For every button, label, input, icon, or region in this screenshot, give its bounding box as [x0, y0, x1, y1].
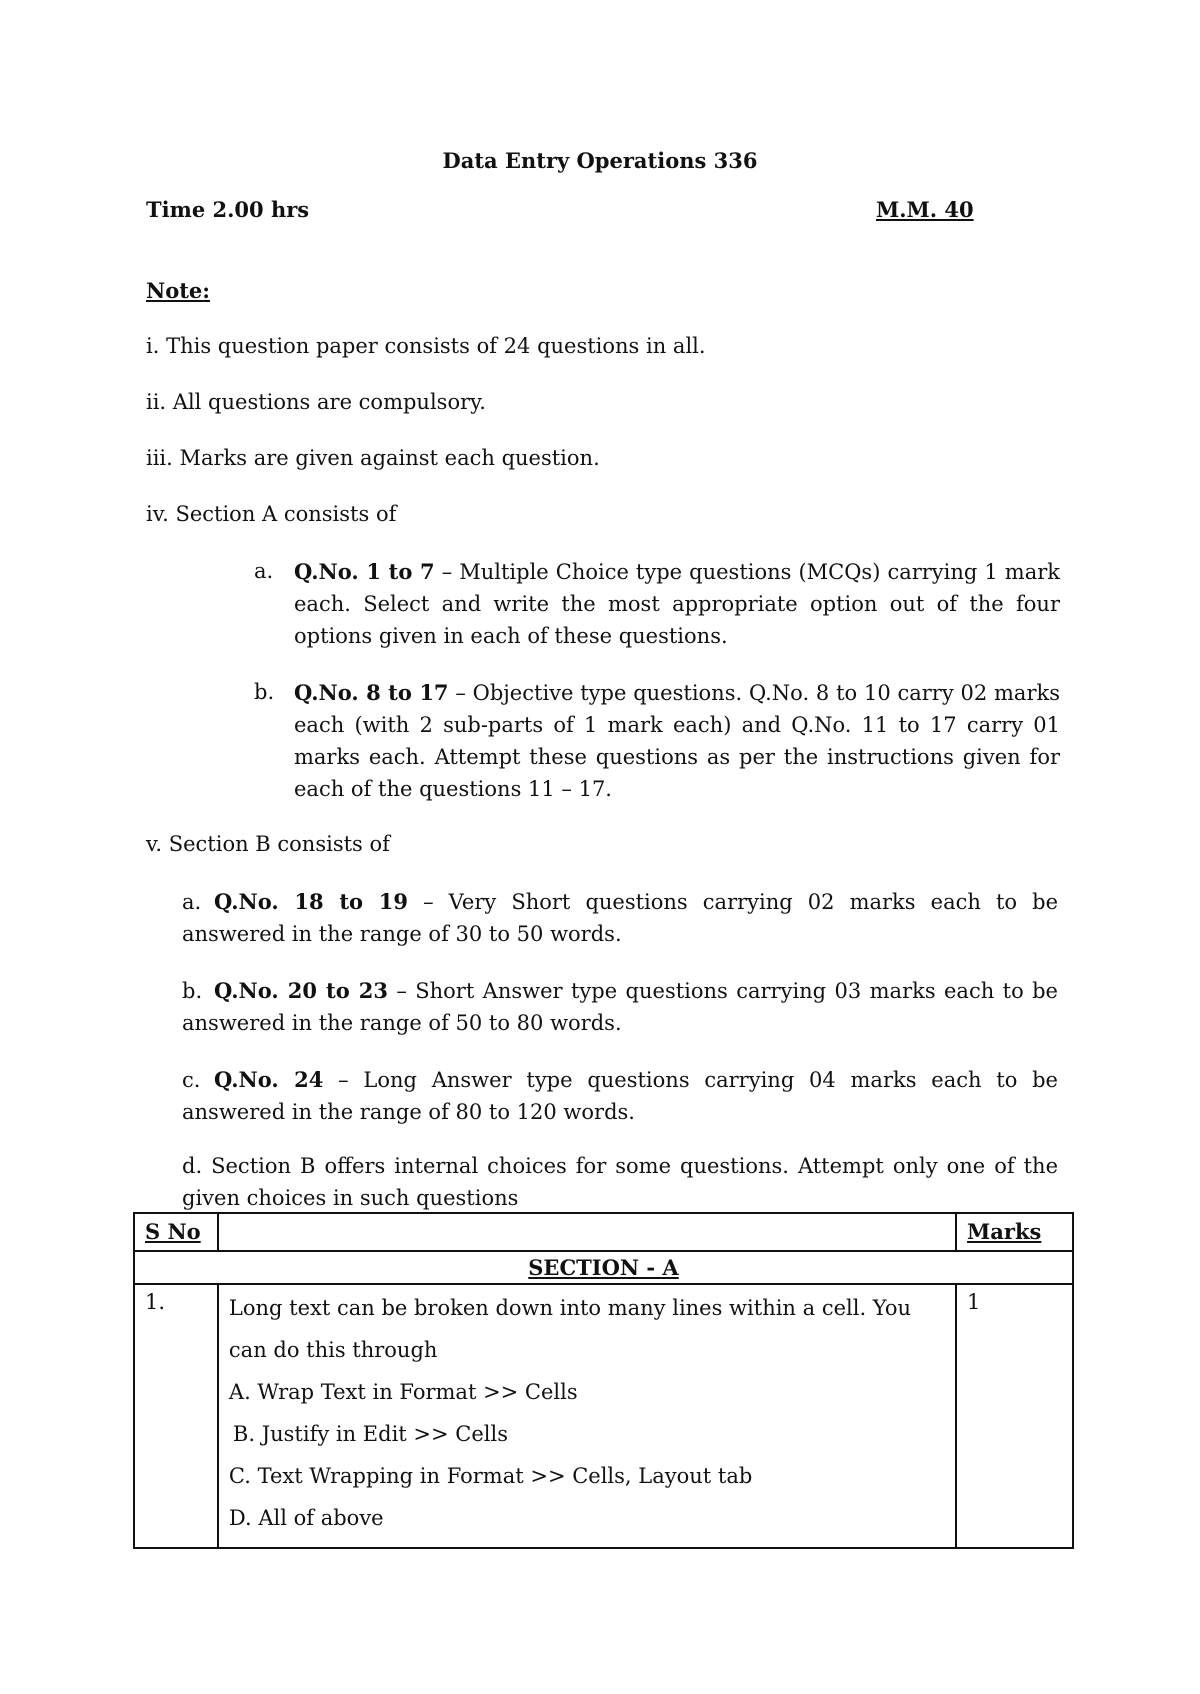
- note-heading: Note:: [146, 278, 211, 303]
- item-label: a.: [254, 559, 274, 583]
- question-cell: [218, 1284, 956, 1548]
- item-description: – Very Short questions carrying 02 marks each to be answered in the range of 30 to 50 words.: [182, 890, 1058, 946]
- option-b: B. Justify in Edit >> Cells: [232, 1422, 508, 1446]
- max-marks: M.M. 40: [876, 197, 974, 222]
- item-text: [294, 556, 1060, 652]
- question-marks: 1: [956, 1284, 1073, 1548]
- section-b-item-c: [182, 1064, 1058, 1128]
- item-label: b.: [182, 979, 203, 1003]
- note-item-4: iv. Section A consists of: [146, 502, 397, 526]
- item-text: [294, 677, 1060, 805]
- question-range: Q.No. 1 to 7: [294, 559, 435, 584]
- table-row: [134, 1284, 1073, 1548]
- note-item-3: iii. Marks are given against each question.: [146, 446, 600, 470]
- item-label: b.: [254, 680, 275, 704]
- question-range: Q.No. 18 to 19: [214, 889, 409, 914]
- section-a-row: [134, 1251, 1073, 1285]
- item-description: – Multiple Choice type questions (MCQs) carrying 1 mark each. Select and write the most appropriate option out of the four options given in each of these questions.: [294, 560, 1060, 648]
- page-title: Data Entry Operations 336: [442, 148, 758, 173]
- note-item-2: ii. All questions are compulsory.: [146, 390, 486, 414]
- question-range: Q.No. 8 to 17: [294, 680, 449, 705]
- table-header-row: [134, 1213, 1073, 1251]
- marks-header: Marks: [956, 1213, 1073, 1251]
- section-a-label: SECTION - A: [134, 1251, 1073, 1285]
- option-a: A. Wrap Text in Format >> Cells: [228, 1380, 578, 1404]
- question-header: [218, 1213, 956, 1251]
- questions-table: [133, 1212, 1074, 1549]
- item-label: a.: [182, 890, 202, 914]
- question-range: Q.No. 24: [214, 1067, 324, 1092]
- time-allowed: Time 2.00 hrs: [146, 197, 310, 222]
- section-b-heading: v. Section B consists of: [146, 832, 390, 856]
- option-d: D. All of above: [228, 1506, 384, 1530]
- section-b-item-b: [182, 975, 1058, 1039]
- option-c: C. Text Wrapping in Format >> Cells, Layout tab: [228, 1464, 753, 1488]
- item-description: – Short Answer type questions carrying 03 marks each to be answered in the range of 50 to 80 words.: [182, 979, 1058, 1035]
- item-description: – Long Answer type questions carrying 04 marks each to be answered in the range of 80 to 120 words.: [182, 1068, 1058, 1124]
- question-text: Long text can be broken down into many lines within a cell. You can do this through: [228, 1296, 912, 1362]
- item-label: c.: [182, 1068, 201, 1092]
- item-description: – Objective type questions. Q.No. 8 to 10 carry 02 marks each (with 2 sub-parts of 1 mark each) and Q.No. 11 to 17 carry 01 marks each. Attempt these questions as per the instructions given for each of the questions 11 – 17.: [294, 681, 1060, 801]
- question-range: Q.No. 20 to 23: [214, 978, 388, 1003]
- sno-header: S No: [134, 1213, 218, 1251]
- section-b-item-a: [182, 886, 1058, 950]
- question-number: 1.: [134, 1284, 218, 1548]
- section-b-item-d: d. Section B offers internal choices for some questions. Attempt only one of the given choices in such questions: [182, 1154, 1058, 1210]
- note-item-1: i. This question paper consists of 24 questions in all.: [146, 334, 706, 358]
